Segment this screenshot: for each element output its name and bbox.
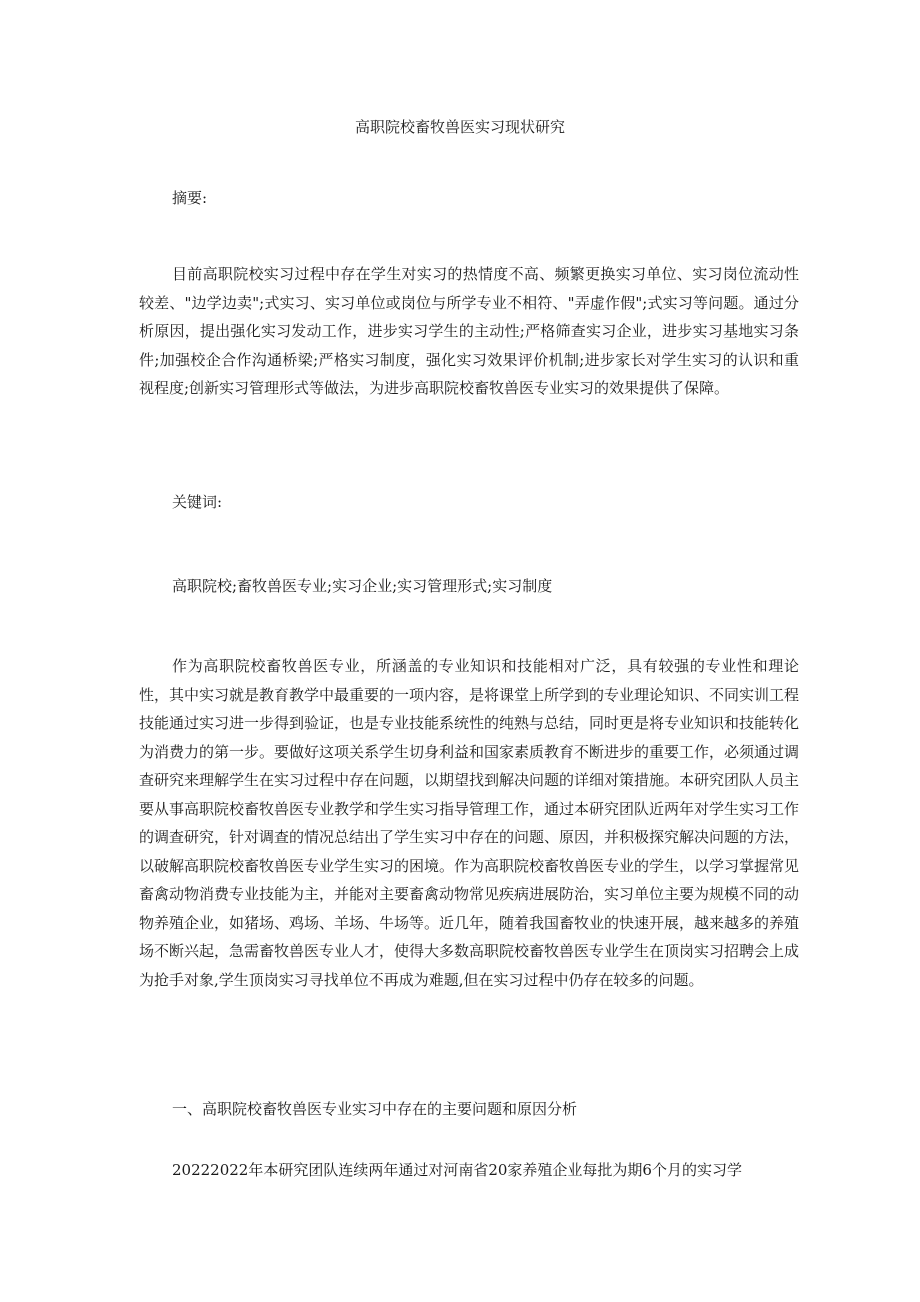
intro-paragraph: 作为高职院校畜牧兽医专业，所涵盖的专业知识和技能相对广泛，具有较强的专业性和理论性，其中实习就是教育教学中最重要的一项内容，是将课堂上所学到的专业理论知识、不同实训工程技能通过实习进一步得到验证，也是专业技能系统性的纯熟与总结，同时更是将专业知识和技能转化为消费力的第一步。要做好这项关系学生切身利益和国家素质教育不断进步的重要工作，必须通过调查研究来理解学生在实习过程中存在问题，以期望找到解决问题的详细对策措施。本研究团队人员主要从事高职院校畜牧兽医专业教学和学生实习指导管理工作，通过本研究团队近两年对学生实习工作的调查研究，针对调查的情况总结出了学生实习中存在的问题、原因，并积极探究解决问题的方法，以破解高职院校畜牧兽医专业学生实习的困境。作为高职院校畜牧兽医专业的学生，以学习掌握常见畜禽动物消费专业技能为主，并能对主要畜禽动物常见疾病进展防治，实习单位主要为规模不同的动物养殖企业，如猪场、鸡场、羊场、牛场等。近几年，随着我国畜牧业的快速开展，越来越多的养殖场不断兴起，急需畜牧兽医专业人才，使得大多数高职院校畜牧兽医专业学生在顶岗实习招聘会上成为抢手对象,学生顶岗实习寻找单位不再成为难题,但在实习过程中仍存在较多的问题。 (139, 657, 800, 989)
document-title: 高职院校畜牧兽医实习现状研究 (354, 118, 565, 136)
keywords-text: 高职院校;畜牧兽医专业;实习企业;实习管理形式;实习制度 (172, 577, 553, 595)
keywords-label: 关键词: (172, 493, 223, 511)
section-paragraph: 20222022年本研究团队连续两年通过对河南省20家养殖企业每批为期6个月的实习学 (172, 1161, 742, 1179)
abstract-label: 摘要: (172, 189, 208, 207)
section-heading: 一、高职院校畜牧兽医专业实习中存在的主要问题和原因分析 (172, 1100, 578, 1118)
abstract-text: 目前高职院校实习过程中存在学生对实习的热情度不高、频繁更换实习单位、实习岗位流动性较差、"边学边卖";式实习、实习单位或岗位与所学专业不相符、"弄虚作假";式实习等问题。通过分析原因，提出强化实习发动工作，进步实习学生的主动性;严格筛查实习企业，进步实习基地实习条件;加强校企合作沟通桥梁;严格实习制度，强化实习效果评价机制;进步家长对学生实习的认识和重视程度;创新实习管理形式等做法，为进步高职院校畜牧兽医专业实习的效果提供了保障。 (139, 265, 799, 397)
